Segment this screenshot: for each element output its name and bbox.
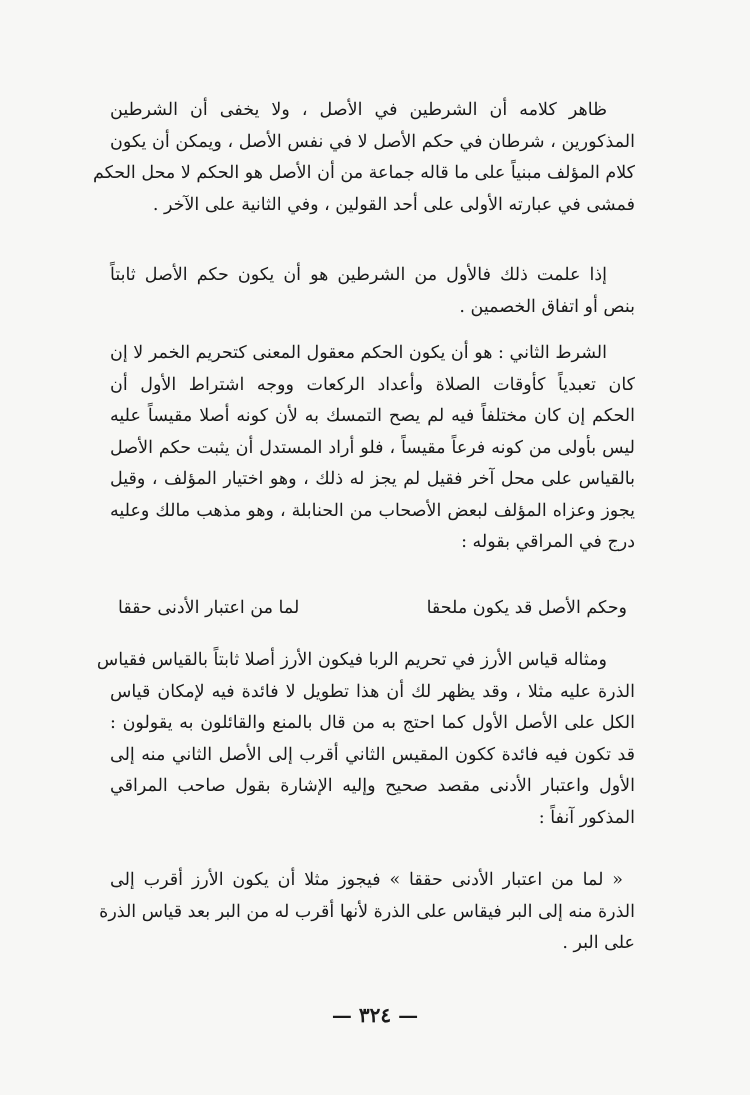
text-line: يجوز وعزاه المؤلف لبعض الأصحاب من الحنابلة ، وهو مذهب مالك وعليه — [110, 500, 635, 521]
paragraph-5 — [99, 865, 635, 960]
text-line: الكل على الأصل الأول كما احتج به من قال بالمنع والقائلون به يقولون : — [110, 713, 635, 733]
text-line: الحكم إن كان مختلفاً فيه لم يصح التمسك به لأن كونه أصلا مقيساً عليه — [110, 406, 635, 426]
text-line: « لما من اعتبار الأدنى حققا » فيجوز مثلا أن يكون الأرز أقرب إلى — [110, 870, 623, 890]
text-line: الذرة عليه مثلا ، وقد يظهر لك أن هذا تطويل لا فائدة فيه لإمكان قياس — [110, 681, 635, 702]
text-line: المذكورين ، شرطان في حكم الأصل لا في نفس الأصل ، ويمكن أن يكون — [110, 131, 635, 152]
text-line: الشرط الثاني : هو أن يكون الحكم معقول المعنى كتحريم الخمر لا إن — [110, 343, 607, 363]
text-line: إذا علمت ذلك فالأول من الشرطين هو أن يكون حكم الأصل ثابتاً — [110, 265, 607, 285]
page-number: — ٣٢٤ — — [331, 1003, 419, 1027]
text-line: كان تعبدياً كأوقات الصلاة وأعداد الركعات ووجه اشتراط الأول أن — [110, 374, 635, 395]
paragraph-4 — [96, 645, 635, 834]
paragraph-2 — [110, 260, 635, 323]
paragraph-3 — [110, 338, 635, 559]
text-line: بنص أو اتفاق الخصمين . — [459, 296, 635, 317]
text-line: على البر . — [562, 933, 635, 953]
paragraph-1 — [92, 95, 635, 221]
text-line: ومثاله قياس الأرز في تحريم الربا فيكون الأرز أصلا ثابتاً بالقياس فقياس — [96, 650, 607, 670]
verse-hemistich-second: لما من اعتبار الأدنى حققا — [118, 598, 300, 618]
text-line: قد تكون فيه فائدة ككون المقيس الثاني أقرب إلى الأصل الثاني منه إلى — [110, 744, 635, 765]
poem-verse — [110, 593, 635, 625]
text-line: درج في المراقي بقوله : — [461, 532, 635, 552]
text-line: بالقياس على محل آخر فقيل لم يجز له ذلك ، وهو اختيار المؤلف ، وقيل — [110, 469, 635, 489]
text-line: فمشى في عبارته الأولى على أحد القولين ، وفي الثانية على الآخر . — [152, 194, 635, 215]
text-line: كلام المؤلف مبنياً على ما قاله جماعة من أن الأصل هو الحكم لا محل الحكم — [92, 163, 635, 183]
text-line: المذكور آنفاً : — [538, 807, 635, 828]
text-line: ظاهر كلامه أن الشرطين في الأصل ، ولا يخفى أن الشرطين — [110, 100, 607, 120]
text-line: الذرة منه إلى البر فيقاس على الذرة لأنها أقرب له من البر بعد قياس الذرة — [99, 901, 635, 922]
text-line: ليس بأولى من كونه فرعاً مقيساً ، فلو أراد المستدل أن يثبت حكم الأصل — [110, 437, 635, 458]
text-line: الأول واعتبار الأدنى مقصد صحيح وإليه الإشارة بقول صاحب المراقي — [110, 776, 635, 796]
verse-hemistich-first: وحكم الأصل قد يكون ملحقا — [426, 598, 627, 618]
